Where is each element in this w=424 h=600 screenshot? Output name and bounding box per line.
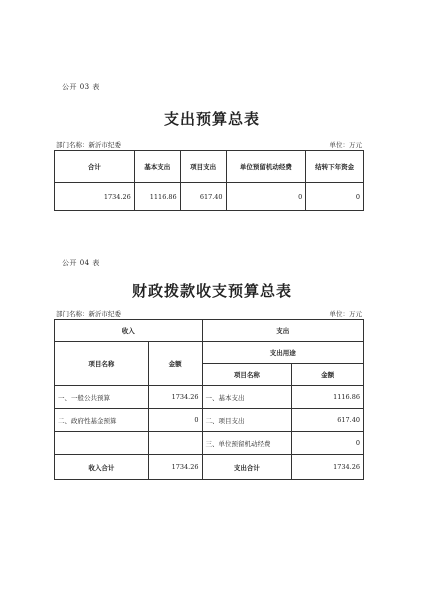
unit-label: 单位：万元 (329, 141, 362, 149)
expense-amount: 1116.86 (292, 386, 364, 409)
cell-carryover: 0 (306, 183, 364, 211)
expense-item-name: 一、基本支出 (202, 386, 292, 409)
expense-item-name-header: 项目名称 (202, 364, 292, 386)
income-amount-header: 金额 (148, 342, 202, 386)
sub-header-row (55, 342, 364, 364)
table-row (55, 386, 364, 409)
header-reserve-fund: 单位预留机动经费 (226, 151, 306, 183)
totals-row (55, 455, 364, 480)
income-amount (148, 432, 202, 455)
expenditure-budget-table (54, 150, 364, 211)
income-expense-header-row (55, 320, 364, 342)
cell-reserve-fund: 0 (226, 183, 306, 211)
table-tag-04: 公开 04 表 (62, 259, 100, 267)
expense-item-name: 二、项目支出 (202, 409, 292, 432)
expense-header: 支出 (202, 320, 363, 342)
table-row (55, 409, 364, 432)
expense-total-amount: 1734.26 (292, 455, 364, 480)
header-total: 合计 (55, 151, 135, 183)
income-total-label: 收入合计 (55, 455, 149, 480)
income-header: 收入 (55, 320, 203, 342)
header-project-expenditure: 项目支出 (180, 151, 226, 183)
header-basic-expenditure: 基本支出 (134, 151, 180, 183)
table-row (55, 432, 364, 455)
cell-total: 1734.26 (55, 183, 135, 211)
income-amount: 1734.26 (148, 386, 202, 409)
fiscal-budget-table (54, 319, 364, 480)
expense-amount: 617.40 (292, 409, 364, 432)
expense-total-label: 支出合计 (202, 455, 292, 480)
table-row (55, 183, 364, 211)
table-tag-03: 公开 03 表 (62, 83, 100, 91)
fiscal-budget-title: 财政拨款收支预算总表 (131, 282, 292, 300)
income-amount: 0 (148, 409, 202, 432)
income-total-amount: 1734.26 (148, 455, 202, 480)
cell-project-expenditure: 617.40 (180, 183, 226, 211)
unit-label-2: 单位：万元 (329, 310, 362, 318)
income-item-name (55, 432, 149, 455)
table-header-row (55, 151, 364, 183)
expense-use-header: 支出用途 (202, 342, 363, 364)
expense-amount-header: 金额 (292, 364, 364, 386)
header-carryover: 结转下年资金 (306, 151, 364, 183)
expenditure-budget-title: 支出预算总表 (163, 110, 260, 128)
expense-item-name: 三、单位预留机动经费 (202, 432, 292, 455)
expense-amount: 0 (292, 432, 364, 455)
cell-basic-expenditure: 1116.86 (134, 183, 180, 211)
income-item-name: 一、一般公共预算 (55, 386, 149, 409)
income-item-name-header: 项目名称 (55, 342, 149, 386)
department-name: 部门名称：新沂市纪委 (56, 141, 121, 149)
income-item-name: 二、政府性基金预算 (55, 409, 149, 432)
department-name-2: 部门名称：新沂市纪委 (56, 310, 121, 318)
